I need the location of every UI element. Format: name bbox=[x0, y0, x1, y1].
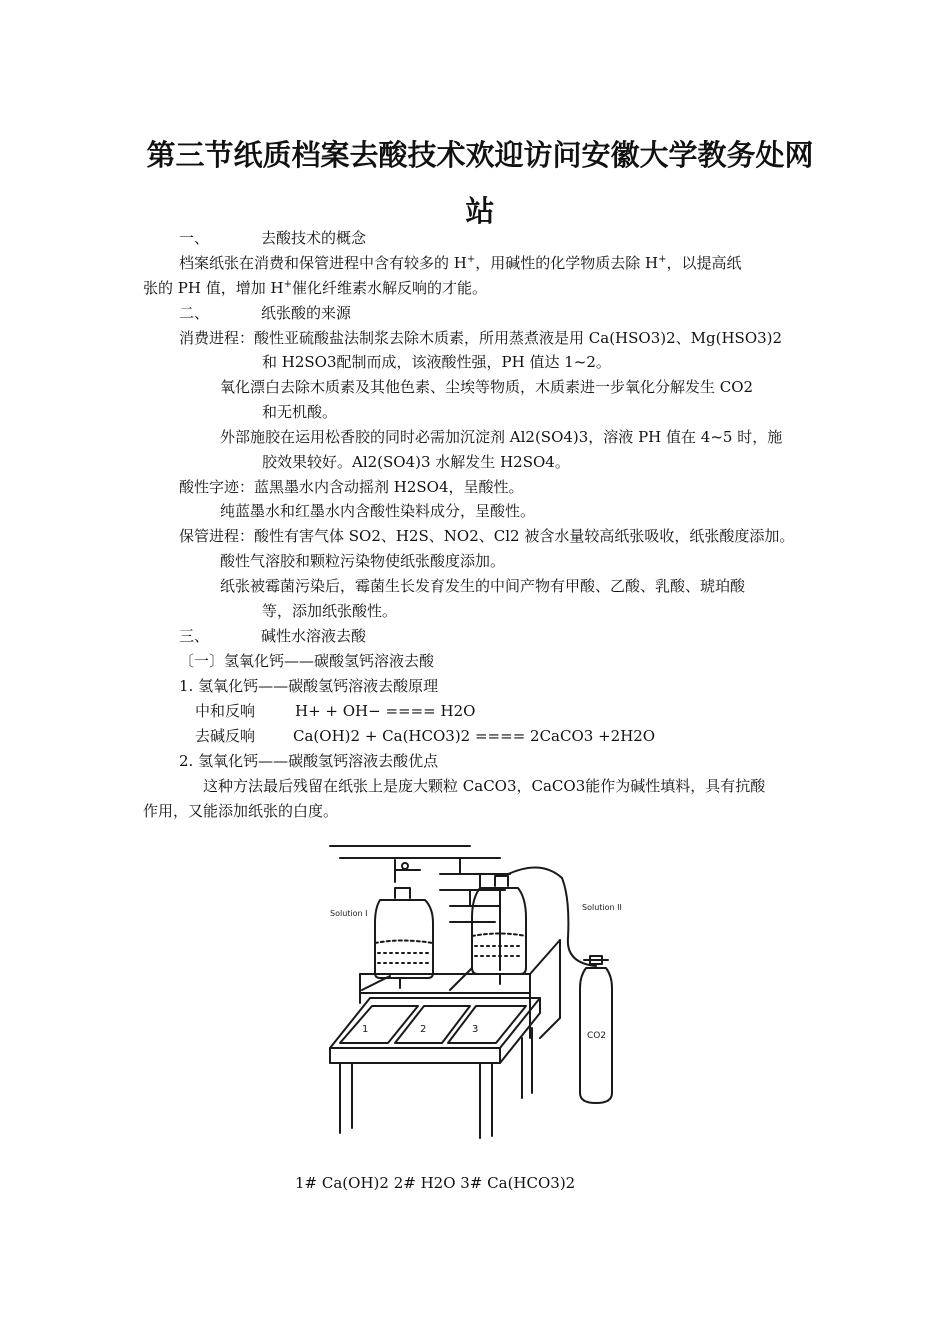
ink-line-2: 纯蓝墨水和红墨水内含酸性染料成分，呈酸性。 bbox=[220, 502, 536, 520]
ink-label: 酸性字迹： bbox=[179, 478, 255, 496]
apparatus-figure bbox=[300, 838, 640, 1150]
mold-line-1: 纸张被霉菌污染后，霉菌生长发育发生的中间产物有甲酸、乙酸、乳酸、琥珀酸 bbox=[220, 577, 746, 595]
paragraph-1-line-2: 张的 PH 值，增加 H+催化纤维素水解反响的才能。 bbox=[143, 279, 487, 297]
ink-line-1: 酸性字迹：蓝黑墨水内含动摇剂 H2SO4，呈酸性。 bbox=[179, 478, 524, 496]
section-3-number: 三、 bbox=[179, 627, 210, 645]
storage-line-2: 酸性气溶胶和颗粒污染物使纸张酸度添加。 bbox=[220, 552, 506, 570]
dealkali-line bbox=[195, 726, 656, 746]
neutralization-equation: H+ + OH− ==== H2O bbox=[295, 702, 476, 720]
storage-label: 保管进程： bbox=[179, 527, 255, 545]
faucet-icon bbox=[395, 860, 420, 882]
solution-1-label: Solution I bbox=[330, 909, 368, 918]
paragraph-1-line-1: 档案纸张在消费和保管进程中含有较多的 H+，用碱性的化学物质去除 H+，以提高纸 bbox=[179, 254, 742, 272]
subsection-1-heading: 〔一〕氢氧化钙——碳酸氢钙溶液去酸 bbox=[179, 652, 435, 670]
section-3-heading bbox=[179, 626, 366, 646]
bleach-line-2: 和无机酸。 bbox=[262, 403, 338, 421]
consume-process-line-2: 和 H2SO3配制而成，该液酸性强，PH 值达 1~2。 bbox=[262, 353, 611, 371]
tray-2-label: 2 bbox=[420, 1024, 427, 1035]
item-2-heading: 2. 氢氧化钙——碳酸氢钙溶液去酸优点 bbox=[179, 752, 439, 770]
co2-cylinder bbox=[580, 956, 612, 1103]
dealkali-equation: Ca(OH)2 + Ca(HCO3)2 ==== 2CaCO3 +2H2O bbox=[293, 727, 656, 745]
figure-caption: 1# Ca(OH)2 2# H2O 3# Ca(HCO3)2 bbox=[295, 1174, 576, 1192]
item-1-heading: 1. 氢氧化钙——碳酸氢钙溶液去酸原理 bbox=[179, 677, 439, 695]
neutralization-line bbox=[195, 701, 476, 721]
neutralization-label: 中和反响 bbox=[195, 702, 256, 720]
upper-stand bbox=[360, 940, 560, 1038]
section-2-number: 二、 bbox=[179, 304, 210, 322]
section-1-number: 一、 bbox=[179, 229, 210, 247]
consume-process-label: 消费进程： bbox=[179, 329, 255, 347]
sizing-line-1: 外部施胶在运用松香胶的同时必需加沉淀剂 Al2(SO4)3，溶液 PH 值在 4~5 时，施 bbox=[220, 428, 783, 446]
solution-2-bottle bbox=[472, 876, 526, 984]
advantage-line-2: 作用，又能添加纸张的白度。 bbox=[143, 802, 339, 820]
section-2-title: 纸张酸的来源 bbox=[261, 304, 352, 322]
title-line-1: 第三节纸质档案去酸技术欢迎访问安徽大学教务处网 bbox=[146, 138, 814, 172]
advantage-line-1: 这种方法最后残留在纸张上是庞大颗粒 CaCO3，CaCO3能作为碱性填料，具有抗酸 bbox=[203, 777, 766, 795]
sizing-line-2: 胶效果较好。Al2(SO4)3 水解发生 H2SO4。 bbox=[262, 453, 570, 471]
mold-line-2: 等，添加纸张酸性。 bbox=[262, 602, 398, 620]
tray-table bbox=[330, 998, 540, 1138]
page-title bbox=[140, 127, 820, 239]
storage-line-1: 保管进程：酸性有害气体 SO2、H2S、NO2、Cl2 被含水量较高纸张吸收，纸张酸度添加。 bbox=[179, 527, 795, 545]
section-1-heading bbox=[179, 228, 366, 248]
tray-3-label: 3 bbox=[472, 1024, 479, 1035]
solution-2-label: Solution II bbox=[582, 903, 622, 912]
co2-label: CO2 bbox=[587, 1031, 607, 1041]
section-3-title: 碱性水溶液去酸 bbox=[261, 627, 367, 645]
dealkali-label: 去碱反响 bbox=[195, 727, 256, 745]
tray-1-label: 1 bbox=[362, 1024, 369, 1035]
bleach-line-1: 氧化漂白去除木质素及其他色素、尘埃等物质，木质素进一步氧化分解发生 CO2 bbox=[220, 378, 754, 396]
title-line-2: 站 bbox=[465, 194, 495, 228]
consume-process-line-1: 消费进程：酸性亚硫酸盐法制浆去除木质素，所用蒸煮液是用 Ca(HSO3)2、Mg(HSO3)2 bbox=[179, 329, 783, 347]
section-1-title: 去酸技术的概念 bbox=[261, 229, 367, 247]
section-2-heading bbox=[179, 303, 351, 323]
